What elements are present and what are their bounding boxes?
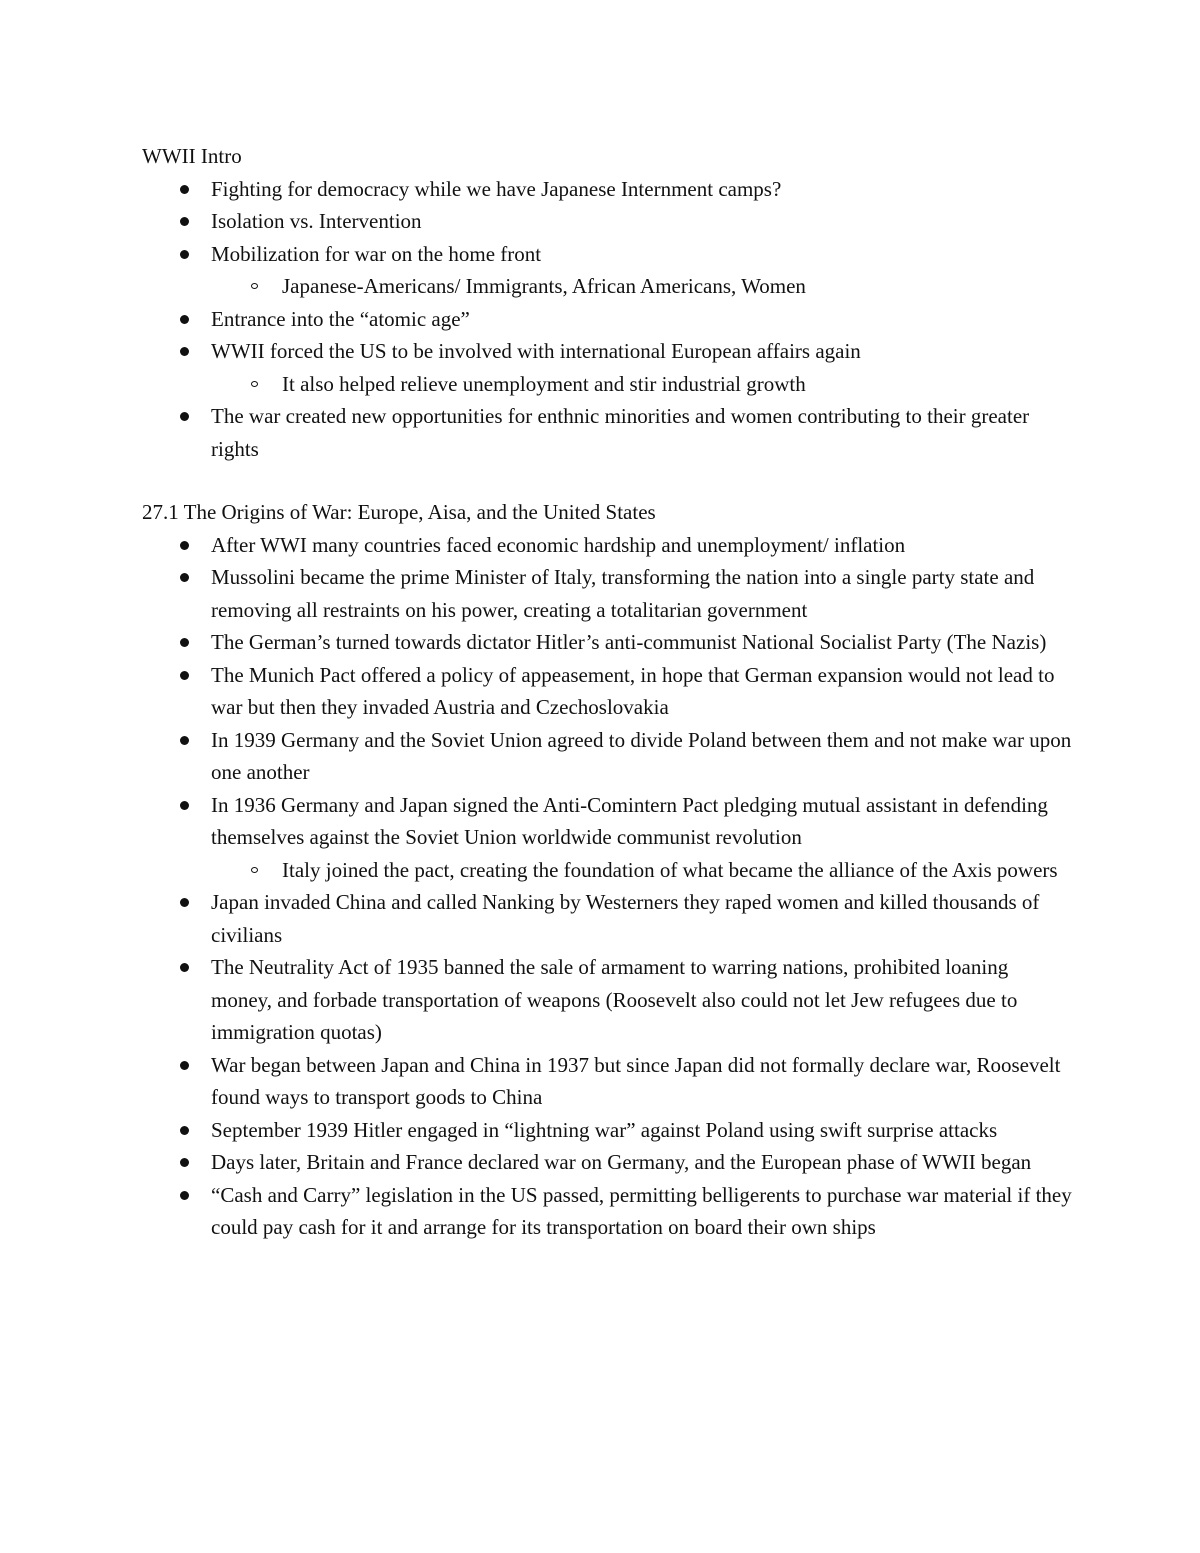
- list-item-text: Mussolini became the prime Minister of Italy, transforming the nation into a single party state and removing all restraints on his power, creating a totalitarian government: [211, 565, 1035, 622]
- bullet-icon: [180, 801, 189, 810]
- list-item: [142, 238, 1072, 271]
- circle-bullet-icon: [251, 283, 258, 289]
- bullet-icon: [180, 573, 189, 582]
- list-item-text: September 1939 Hitler engaged in “lightning war” against Poland using swift surprise attacks: [211, 1117, 998, 1142]
- bullet-icon: [180, 638, 189, 647]
- list-item: [142, 205, 1072, 238]
- bullet-icon: [180, 671, 189, 680]
- bullet-list: [142, 173, 1072, 466]
- list-item-text: “Cash and Carry” legislation in the US passed, permitting belligerents to purchase war material if they could pay cash for it and arrange for its transportation on board their own ships: [211, 1182, 1072, 1239]
- list-item: [142, 400, 1072, 465]
- list-item: [142, 1146, 1072, 1179]
- list-item-text: Days later, Britain and France declared war on Germany, and the European phase of WWII began: [211, 1150, 1032, 1174]
- bullet-icon: [180, 1158, 189, 1167]
- bullet-icon: [180, 541, 189, 550]
- list-item: [142, 886, 1072, 951]
- bullet-icon: [180, 250, 189, 259]
- list-item: [142, 1114, 1072, 1147]
- list-item-text: Entrance into the “atomic age”: [211, 306, 470, 331]
- section-origins-of-war: [142, 496, 1072, 1244]
- list-item: [142, 529, 1072, 562]
- list-item-text: The Munich Pact offered a policy of appeasement, in hope that German expansion would not lead to war but then they invaded Austria and Czechoslovakia: [211, 662, 1055, 719]
- bullet-icon: [180, 185, 189, 194]
- list-item: [142, 303, 1072, 336]
- list-item-text: In 1939 Germany and the Soviet Union agreed to divide Poland between them and not make war upon one another: [211, 727, 1072, 784]
- bullet-icon: [180, 412, 189, 421]
- list-item-text: Japanese-Americans/ Immigrants, African Americans, Women: [282, 274, 806, 298]
- list-item: [142, 561, 1072, 626]
- bullet-icon: [180, 315, 189, 324]
- list-item: [142, 1179, 1072, 1244]
- sub-list-item: [142, 854, 1072, 887]
- list-item-text: It also helped relieve unemployment and stir industrial growth: [282, 371, 806, 396]
- section-wwii-intro: [142, 140, 1072, 465]
- list-item-text: Fighting for democracy while we have Japanese Internment camps?: [211, 176, 782, 201]
- list-item-text: The war created new opportunities for enthnic minorities and women contributing to their greater rights: [211, 404, 1030, 461]
- bullet-icon: [180, 1126, 189, 1135]
- list-item-text: Isolation vs. Intervention: [211, 209, 422, 233]
- sub-list-item: [142, 270, 1072, 303]
- list-item-text: The German’s turned towards dictator Hitler’s anti-communist National Socialist Party (The Nazis): [211, 630, 1047, 654]
- circle-bullet-icon: [251, 381, 258, 387]
- bullet-icon: [180, 347, 189, 356]
- list-item-text: In 1936 Germany and Japan signed the Anti-Comintern Pact pledging mutual assistant in defending themselves against the Soviet Union worldwide communist revolution: [211, 792, 1048, 849]
- list-item-text: Mobilization for war on the home front: [211, 241, 542, 266]
- bullet-icon: [180, 736, 189, 745]
- list-item-text: WWII forced the US to be involved with international European affairs again: [211, 339, 861, 363]
- list-item: [142, 1049, 1072, 1114]
- list-item-text: War began between Japan and China in 1937 but since Japan did not formally declare war, Roosevelt found ways to transport goods to China: [211, 1052, 1061, 1109]
- bullet-icon: [180, 1191, 189, 1200]
- sub-list-item: [142, 368, 1072, 401]
- list-item-text: Japan invaded China and called Nanking by Westerners they raped women and killed thousands of civilians: [211, 890, 1040, 947]
- bullet-icon: [180, 217, 189, 226]
- bullet-icon: [180, 1061, 189, 1070]
- list-item: [142, 789, 1072, 854]
- bullet-icon: [180, 898, 189, 907]
- circle-bullet-icon: [251, 867, 258, 873]
- list-item: [142, 173, 1072, 206]
- section-heading: 27.1 The Origins of War: Europe, Aisa, and the United States: [142, 500, 656, 524]
- list-item-text: Italy joined the pact, creating the foundation of what became the alliance of the Axis powers: [282, 857, 1058, 882]
- list-item: [142, 724, 1072, 789]
- list-item: [142, 659, 1072, 724]
- list-item-text: The Neutrality Act of 1935 banned the sale of armament to warring nations, prohibited loaning money, and forbade transportation of weapons (Roosevelt also could not let Jew refugees due to immigration quotas): [211, 955, 1018, 1044]
- bullet-icon: [180, 963, 189, 972]
- list-item: [142, 626, 1072, 659]
- bullet-list: [142, 529, 1072, 1244]
- section-heading: WWII Intro: [142, 144, 242, 168]
- list-item: [142, 335, 1072, 368]
- list-item: [142, 951, 1072, 1049]
- list-item-text: After WWI many countries faced economic hardship and unemployment/ inflation: [211, 532, 906, 557]
